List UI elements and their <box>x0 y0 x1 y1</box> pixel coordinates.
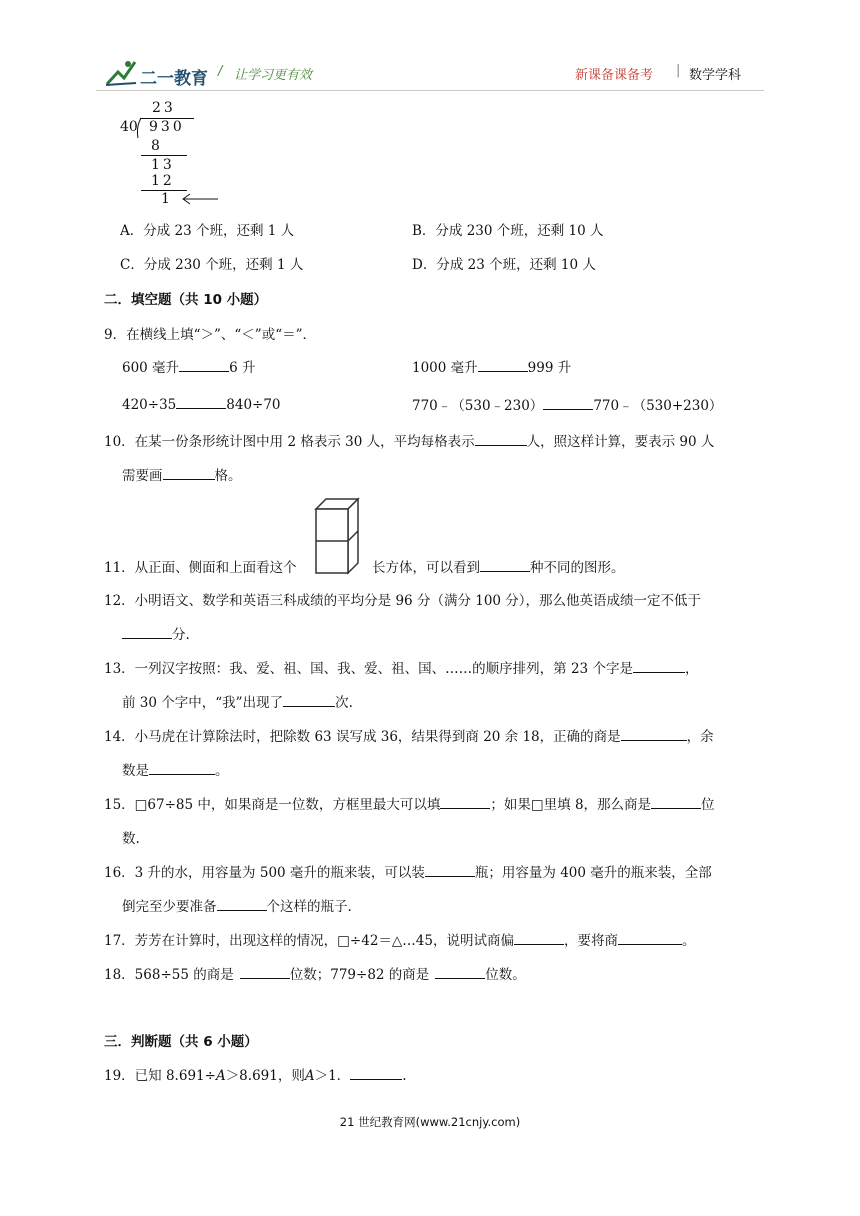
q14-text-3: 数是 <box>122 763 149 779</box>
q15-line-1 <box>104 793 715 813</box>
division-divisor: 40 <box>120 119 138 135</box>
q13-blank-1[interactable] <box>633 658 685 673</box>
q13-text-4: 次. <box>335 695 353 711</box>
q14-text-1: 14．小马虎在计算除法时，把除数 63 误写成 36，结果得到商 20 余 18，正确的商是 <box>104 729 621 745</box>
q19-line <box>104 1064 406 1084</box>
q15-blank-2[interactable] <box>651 794 701 809</box>
q15-text-1: 15．□67÷85 中，如果商是一位数，方框里最大可以填 <box>104 797 441 813</box>
q12-text-2: 分. <box>172 627 190 643</box>
brand-name: 二一教育 <box>140 69 208 89</box>
q12-blank[interactable] <box>122 624 172 639</box>
q10-text-4: 格。 <box>214 468 242 484</box>
q16-blank-2[interactable] <box>217 896 267 911</box>
q17-text-2: ，要将商 <box>563 933 618 949</box>
q13-blank-2[interactable] <box>283 692 335 707</box>
q14-text-2: ，余 <box>686 729 714 745</box>
q10-blank-2[interactable] <box>163 465 215 480</box>
division-rule-1 <box>141 155 187 156</box>
q13-line-2 <box>122 691 353 711</box>
q17-blank-2[interactable] <box>618 930 682 945</box>
cuboid-figure-icon <box>314 497 360 575</box>
q19-text-3: ＞1． <box>314 1068 351 1084</box>
q8-option-a: A．分成 23 个班，还剩 1 人 <box>120 223 295 239</box>
q9-c-blank[interactable] <box>176 394 226 409</box>
division-step-2: 13 <box>151 157 175 173</box>
q8-option-b: B．分成 230 个班，还剩 10 人 <box>412 223 604 239</box>
q10-text-3: 需要画 <box>122 468 163 484</box>
q17-line <box>104 929 695 949</box>
q13-text-2: ， <box>684 661 699 677</box>
q15-line-2: 数. <box>122 831 140 847</box>
q18-line <box>104 963 526 983</box>
q16-blank-1[interactable] <box>425 862 475 877</box>
runner-logo-icon <box>104 58 138 88</box>
q18-text-3: 位数。 <box>485 967 526 983</box>
q10-line-2 <box>122 464 242 484</box>
q17-blank-1[interactable] <box>514 930 564 945</box>
slogan: 让学习更有效 <box>234 68 313 83</box>
q16-line-1 <box>104 861 712 881</box>
section-2-title: 二．填空题（共 10 小题） <box>104 292 268 308</box>
division-quotient: 23 <box>152 100 176 116</box>
q10-line-1 <box>104 430 714 450</box>
division-dividend: 930 <box>149 119 185 135</box>
q18-blank-1[interactable] <box>240 964 290 979</box>
q16-text-3: 倒完至少要准备 <box>122 899 217 915</box>
q19-text-4: . <box>402 1068 407 1084</box>
division-step-1: 8 <box>151 138 160 154</box>
q19-var-a-1: A <box>215 1068 226 1084</box>
division-remainder: 1 <box>161 191 170 207</box>
q19-var-a-2: A <box>304 1068 315 1084</box>
q9-item-a <box>122 356 255 376</box>
q9-a-blank[interactable] <box>179 357 229 372</box>
q12-line-1: 12．小明语文、数学和英语三科成绩的平均分是 96 分（满分 100 分），那么他英语成绩一定不低于 <box>104 593 702 609</box>
header-divider-slash: / <box>218 64 223 79</box>
q9-item-b <box>412 356 571 376</box>
q14-blank-1[interactable] <box>621 726 687 741</box>
q9-b-left: 1000 毫升 <box>412 360 478 376</box>
header-rule <box>96 90 764 91</box>
header-course-label: 新课备课备考 <box>575 68 654 83</box>
division-step-3: 12 <box>151 173 175 189</box>
q17-text-1: 17．芳芳在计算时，出现这样的情况，□÷42＝△…45，说明试商偏 <box>104 933 514 949</box>
q9-c-left: 420÷35 <box>122 397 177 413</box>
q16-line-2 <box>122 895 352 915</box>
q14-text-4: 。 <box>215 763 229 779</box>
q9-a-right: 6 升 <box>229 360 256 376</box>
q11-text-3: 种不同的图形。 <box>530 560 625 576</box>
section-3-title: 三．判断题（共 6 小题） <box>104 1034 258 1050</box>
q19-blank[interactable] <box>350 1065 402 1080</box>
q9-stem: 9．在横线上填“＞”、“＜”或“＝”． <box>104 327 316 343</box>
q9-item-c <box>122 394 281 413</box>
q16-text-4: 个这样的瓶子. <box>266 899 352 915</box>
arrow-left-icon <box>180 192 220 206</box>
q11-tail <box>372 556 625 576</box>
q19-text-2: ＞8.691，则 <box>225 1068 305 1084</box>
q10-blank-1[interactable] <box>475 431 527 446</box>
q11-text-2: 长方体，可以看到 <box>372 560 480 576</box>
q9-c-right: 840÷70 <box>226 397 281 413</box>
q13-line-1 <box>104 657 698 677</box>
q18-blank-2[interactable] <box>435 964 485 979</box>
q9-d-right: 770﹣（530+230） <box>593 398 723 414</box>
q15-text-3: 位 <box>701 797 715 813</box>
q12-line-2 <box>122 623 190 643</box>
q15-blank-1[interactable] <box>440 794 490 809</box>
q14-blank-2[interactable] <box>149 760 215 775</box>
q17-text-3: 。 <box>681 933 696 949</box>
q9-b-blank[interactable] <box>478 357 528 372</box>
q14-line-2 <box>122 759 229 779</box>
q13-text-3: 前 30 个字中，“我”出现了 <box>122 695 284 711</box>
q18-text-1: 18．568÷55 的商是 <box>104 967 234 983</box>
q11-blank[interactable] <box>480 557 530 572</box>
q8-option-d: D．分成 23 个班，还剩 10 人 <box>412 257 596 273</box>
footer-text: 21 世纪教育网(www.21cnjy.com) <box>339 1115 521 1129</box>
q9-d-left: 770﹣（530﹣230） <box>412 398 544 414</box>
q9-a-left: 600 毫升 <box>122 360 180 376</box>
header-subject-label: 数学学科 <box>689 68 742 83</box>
q10-text-2: 人，照这样计算，要表示 90 人 <box>526 434 715 450</box>
q18-text-2: 位数；779÷82 的商是 <box>289 967 430 983</box>
q9-b-right: 999 升 <box>527 360 572 376</box>
q10-text-1: 10．在某一份条形统计图中用 2 格表示 30 人，平均每格表示 <box>104 434 475 450</box>
q9-item-d <box>412 394 722 414</box>
q14-line-1 <box>104 725 714 745</box>
q8-option-c: C．分成 230 个班，还剩 1 人 <box>120 257 304 273</box>
q16-text-1: 16．3 升的水，用容量为 500 毫升的瓶来装，可以装 <box>104 865 425 881</box>
q16-text-2: 瓶；用容量为 400 毫升的瓶来装，全部 <box>474 865 712 881</box>
q9-d-blank[interactable] <box>543 395 593 410</box>
header-separator: | <box>676 63 681 78</box>
q13-text-1: 13．一列汉字按照：我、爱、祖、国、我、爱、祖、国、……的顺序排列，第 23 个字是 <box>104 661 633 677</box>
q15-text-2: ；如果□里填 8，那么商是 <box>490 797 652 813</box>
q19-text-1: 19．已知 8.691÷ <box>104 1068 216 1084</box>
q11-text-1: 11．从正面、侧面和上面看这个 <box>104 560 297 576</box>
